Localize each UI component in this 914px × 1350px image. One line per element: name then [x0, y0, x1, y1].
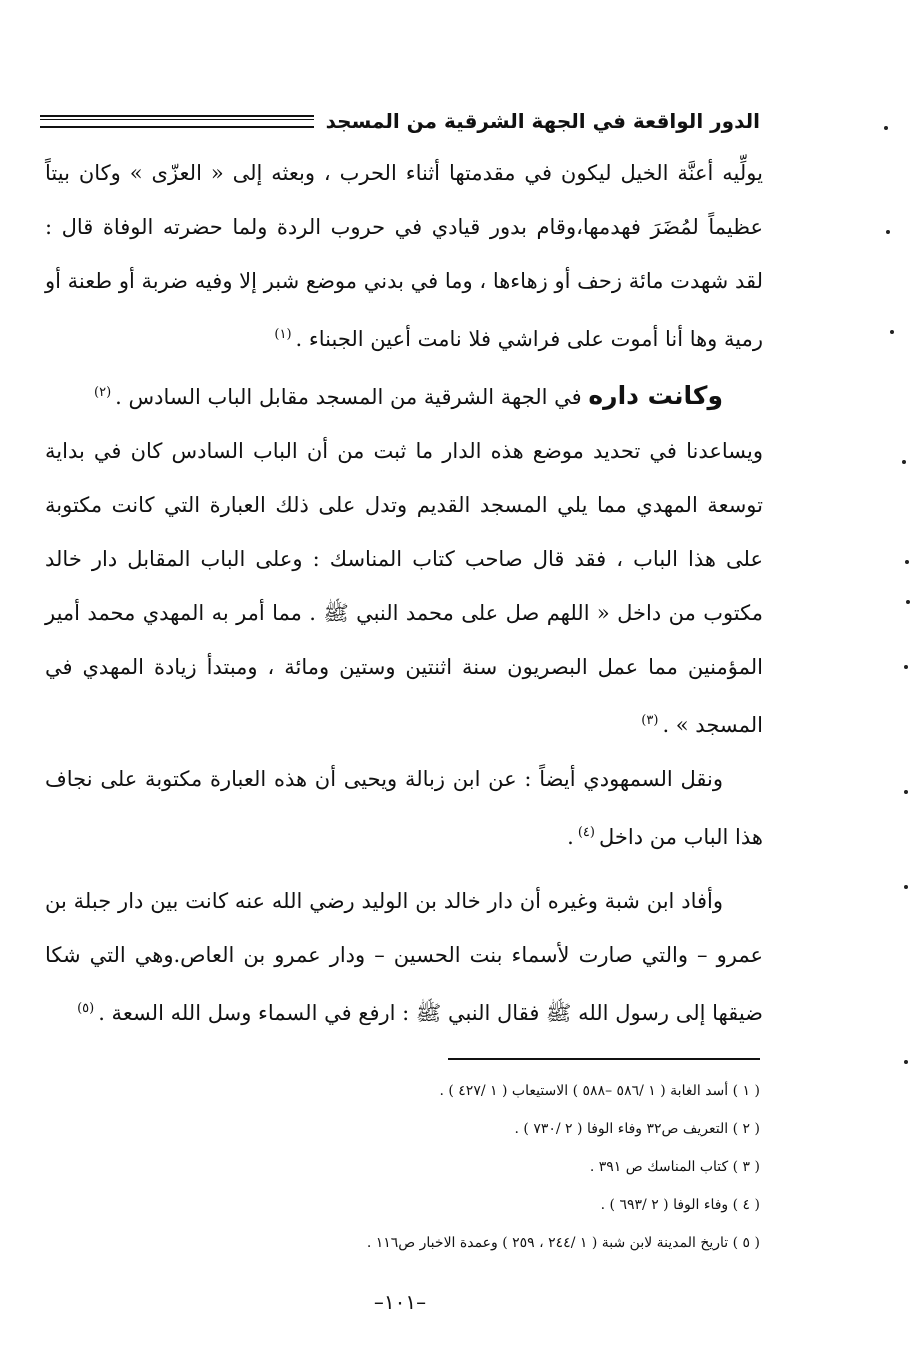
paragraph-1 [45, 146, 763, 366]
footnote-2: ( ٢ ) التعريف ص٣٢ وفاء الوفا ( ٢ /٧٣٠ ) . [514, 1121, 760, 1137]
footnote-ref-5: (٥) [77, 1001, 95, 1016]
scan-speck [904, 885, 908, 889]
paragraph-3-text: ويساعدنا في تحديد موضع هذه الدار ما ثبت من أن الباب السادس كان في بداية توسعة المهدي مما يلي المسجد القديم وتدل على ذلك العبارة التي كانت مكتوبة على هذا الباب ، فقد قال صاحب كتاب المناسك : وعلى الباب المقابل دار خالد مكتوب من داخل « اللهم صل على محمد النبي ﷺ . مما أمر به المهدي محمد أمير المؤمنين مما عمل البصريون سنة اثنتين وستين ومائة ، ومبتدأ زيادة المهدي في المسجد » . [45, 439, 763, 737]
scan-speck [905, 560, 909, 564]
footnote-1: ( ١ ) أسد الغابة ( ١ /٥٨٦ –٥٨٨ ) الاستيعاب ( ١ /٤٢٧ ) . [439, 1083, 760, 1099]
paragraph-5 [45, 874, 763, 1040]
paragraph-4 [45, 752, 763, 864]
paragraph-4-text: ونقل السمهودي أيضاً : عن ابن زبالة ويحيى أن هذه العبارة مكتوبة على نجاف هذا الباب من داخل [45, 767, 763, 849]
footnote-ref-3: (٣) [641, 713, 659, 728]
paragraph-2 [45, 366, 763, 424]
footnote-5: ( ٥ ) تاريخ المدينة لابن شبة ( ١ /٢٤٤ ، ٢٥٩ ) وعمدة الاخبار ص١١٦ . [366, 1235, 760, 1251]
scan-speck [904, 665, 908, 669]
scan-speck [904, 1060, 908, 1064]
footnote-separator [448, 1058, 760, 1060]
footnote-4: ( ٤ ) وفاء الوفا ( ٢ /٦٩٣ ) . [600, 1197, 760, 1213]
paragraph-4-end: . [567, 825, 574, 849]
header-rule [40, 115, 314, 128]
footnotes [45, 1072, 760, 1262]
header-title: الدور الواقعة في الجهة الشرقية من المسجد [325, 109, 760, 133]
footnote-ref-2: (٢) [94, 385, 112, 400]
paragraph-1-text: يولِّيه أعنَّة الخيل ليكون في مقدمتها أثناء الحرب ، وبعثه إلى « العزّى » وكان بيتاً عظيماً لمُضَرَ فهدمها،وقام بدور قيادي في حروب الردة ولما حضرته الوفاة قال : لقد شهدت مائة زحف أو زهاءها ، وما في بدني موضع شبر إلا وفيه ضربة أو طعنة أو رمية وها أنا أموت على فراشي فلا نامت أعين الجبناء . [45, 161, 763, 351]
footnote-ref-4: (٤) [577, 825, 595, 840]
footnote-ref-1: (١) [274, 327, 292, 342]
scan-speck [884, 126, 888, 130]
scan-speck [906, 600, 910, 604]
scan-speck [902, 460, 906, 464]
scan-speck [886, 230, 890, 234]
page-number: –١٠١– [373, 1290, 427, 1314]
paragraph-3 [45, 424, 763, 752]
paragraph-2-lead: وكانت داره [588, 381, 723, 410]
paragraph-5-text: وأفاد ابن شبة وغيره أن دار خالد بن الوليد رضي الله عنه كانت بين دار جبلة بن عمرو – والتي صارت لأسماء بنت الحسين – ودار عمرو بن العاص.وهي التي شكا ضيقها إلى رسول الله ﷺ فقال النبي ﷺ : ارفع في السماء وسل الله السعة . [45, 889, 763, 1025]
paragraph-2-text: في الجهة الشرقية من المسجد مقابل الباب السادس . [115, 385, 582, 409]
running-header [40, 104, 760, 138]
body-text [45, 146, 763, 1040]
scan-speck [890, 330, 894, 334]
scan-speck [904, 790, 908, 794]
footnote-3: ( ٣ ) كتاب المناسك ص ٣٩١ . [589, 1159, 760, 1175]
